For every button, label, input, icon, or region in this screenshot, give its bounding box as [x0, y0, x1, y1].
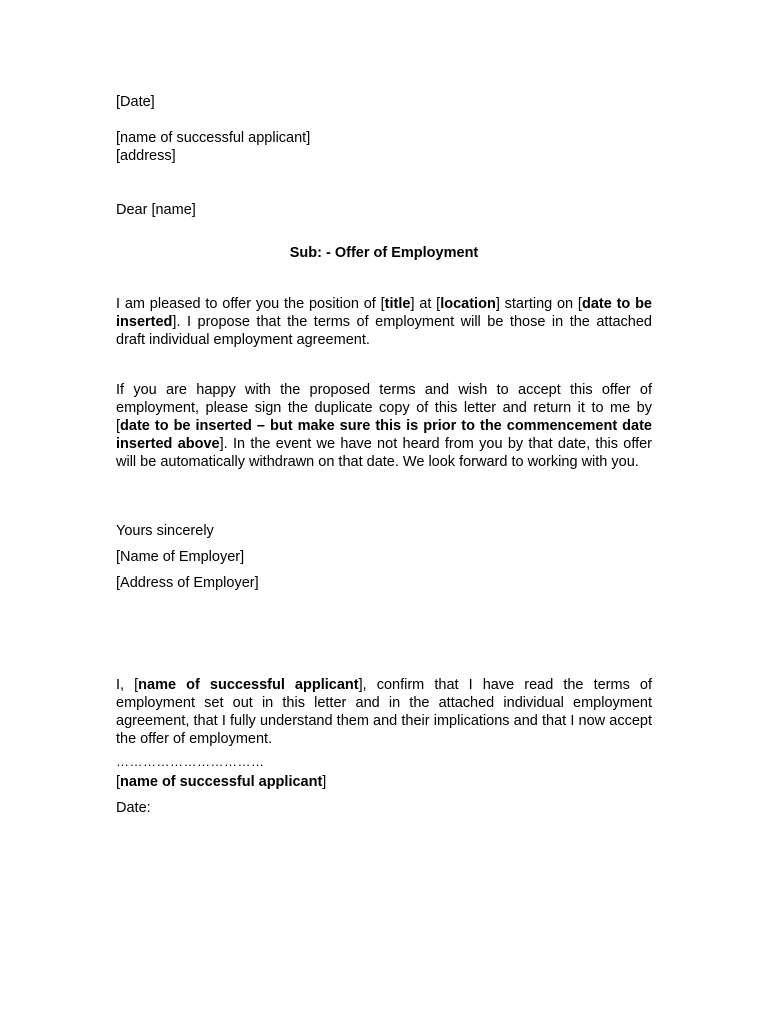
return-date-field: date to be inserted – but make sure this is prior to the commencement date inserted above — [116, 418, 652, 452]
acceptance-instructions-paragraph: If you are happy with the proposed terms and wish to accept this offer of employment, please sign the duplicate copy of this letter and return it to me by [date to be inserted – but make sure this is prior to the commencement date inserted above]. In the event we have not heard from you by that date, this offer will be automatically withdrawn on that date. We look forward to working with you. — [116, 382, 653, 470]
position-title-field: title — [384, 296, 411, 312]
closing: Yours sincerely — [116, 523, 214, 539]
salutation: Dear [name] — [116, 202, 196, 218]
letter-date: [Date] — [116, 94, 155, 110]
start-date-field: date to be inserted — [116, 296, 652, 330]
signature-line: …………………………… — [116, 754, 265, 769]
signatory-name: [name of successful applicant] — [116, 774, 327, 790]
recipient-name: [name of successful applicant] — [116, 130, 311, 146]
offer-paragraph: I am pleased to offer you the position of [title] at [location] starting on [date to be inserted]. I propose that the terms of employment will be those in the attached draft individual employment agreement. — [116, 296, 652, 348]
applicant-name-field: name of successful applicant — [138, 677, 359, 693]
location-field: location — [440, 296, 496, 312]
letter-subject: Sub: - Offer of Employment — [289, 245, 479, 261]
confirmation-paragraph: I, [name of successful applicant], confirm that I have read the terms of employment set out in this letter and in the attached individual employment agreement, that I fully understand them and their implications and that I now accept the offer of employment. — [116, 677, 652, 747]
employer-name: [Name of Employer] — [116, 549, 245, 565]
employer-address: [Address of Employer] — [116, 575, 259, 591]
recipient-address: [address] — [116, 148, 176, 164]
date-label: Date: — [116, 800, 151, 816]
